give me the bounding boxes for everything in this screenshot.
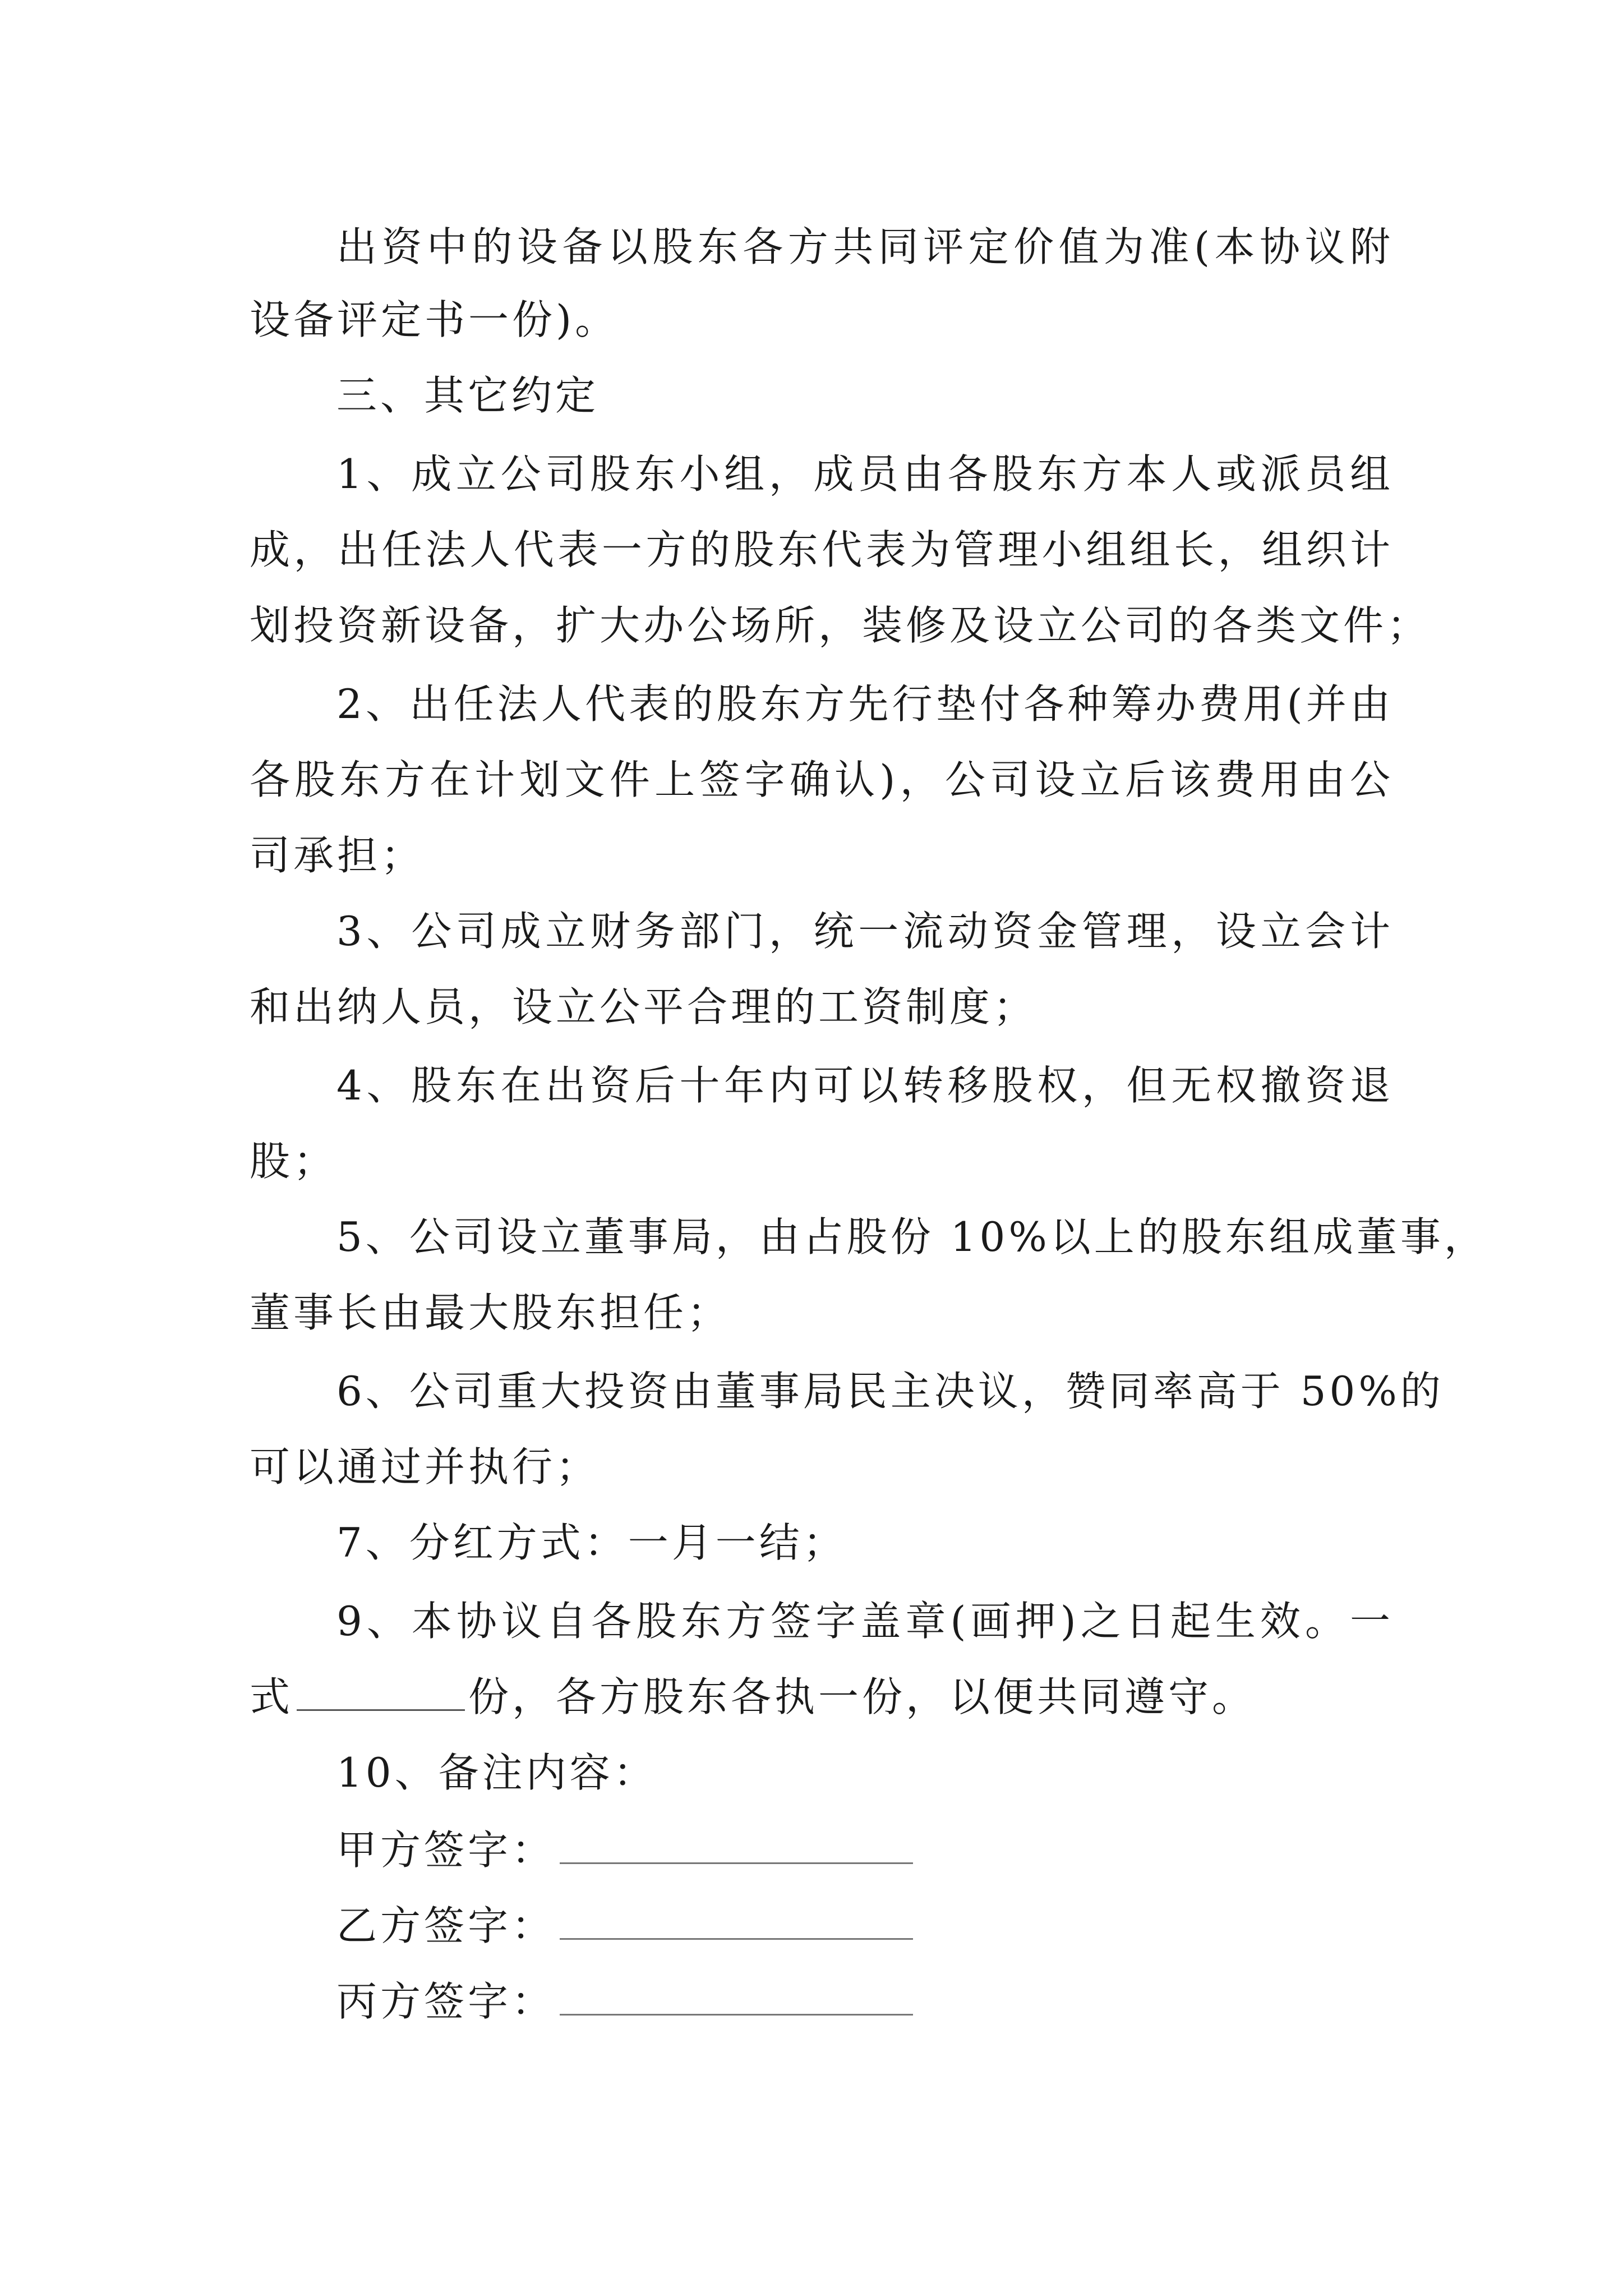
signature-row-party-a — [336, 1823, 913, 1874]
paragraph-line: 可以通过并执行； — [250, 1443, 600, 1490]
signature-line-party-b — [560, 1899, 913, 1940]
paragraph-line: 出资中的设备以股东各方共同评定价值为准(本协议附 — [336, 223, 1394, 270]
signature-line-party-a — [560, 1823, 913, 1864]
copies-suffix: 份，各方股东各执一份，以便共同遵守。 — [468, 1673, 1256, 1720]
paragraph-line — [250, 1672, 1394, 1722]
paragraph-line: 5、公司设立董事局，由占股份 10%以上的股东组成董事， — [336, 1213, 1488, 1260]
signature-line-party-c — [560, 1975, 913, 2016]
paragraph-line: 10、备注内容： — [336, 1749, 657, 1796]
paragraph-line: 股； — [250, 1138, 338, 1185]
paragraph-line: 划投资新设备，扩大办公场所，装修及设立公司的各类文件； — [250, 602, 1431, 649]
signature-label: 甲方签字： — [336, 1826, 556, 1874]
paragraph-line: 和出纳人员，设立公平合理的工资制度； — [250, 983, 1038, 1030]
paragraph-line: 6、公司重大投资由董事局民主决议，赞同率高于 50%的 — [336, 1368, 1444, 1415]
paragraph-line: 7、分红方式：一月一结； — [336, 1519, 847, 1566]
paragraph-line: 2、出任法人代表的股东方先行垫付各种筹办费用(并由 — [336, 680, 1394, 728]
paragraph-line: 成，出任法人代表一方的股东代表为管理小组组长，组织计 — [250, 526, 1394, 573]
signature-label: 丙方签字： — [336, 1978, 556, 2025]
paragraph-line: 9、本协议自各股东方签字盖章(画押)之日起生效。一 — [336, 1598, 1394, 1645]
copies-prefix: 式 — [250, 1673, 294, 1720]
signature-row-party-c — [336, 1975, 913, 2025]
paragraph-line: 董事长由最大股东担任； — [250, 1289, 731, 1336]
paragraph-line: 司承担； — [250, 832, 425, 879]
section-heading: 三、其它约定 — [336, 372, 600, 419]
copies-blank — [297, 1672, 465, 1711]
paragraph-line: 各股东方在计划文件上签字确认)，公司设立后该费用由公 — [250, 756, 1394, 803]
signature-label: 乙方签字： — [336, 1902, 556, 1949]
paragraph-line: 设备评定书一份)。 — [250, 296, 619, 343]
paragraph-line: 3、公司成立财务部门，统一流动资金管理，设立会计 — [336, 908, 1394, 955]
paragraph-line: 1、成立公司股东小组，成员由各股东方本人或派员组 — [336, 450, 1394, 498]
signature-row-party-b — [336, 1899, 913, 1949]
paragraph-line: 4、股东在出资后十年内可以转移股权，但无权撤资退 — [336, 1062, 1394, 1109]
